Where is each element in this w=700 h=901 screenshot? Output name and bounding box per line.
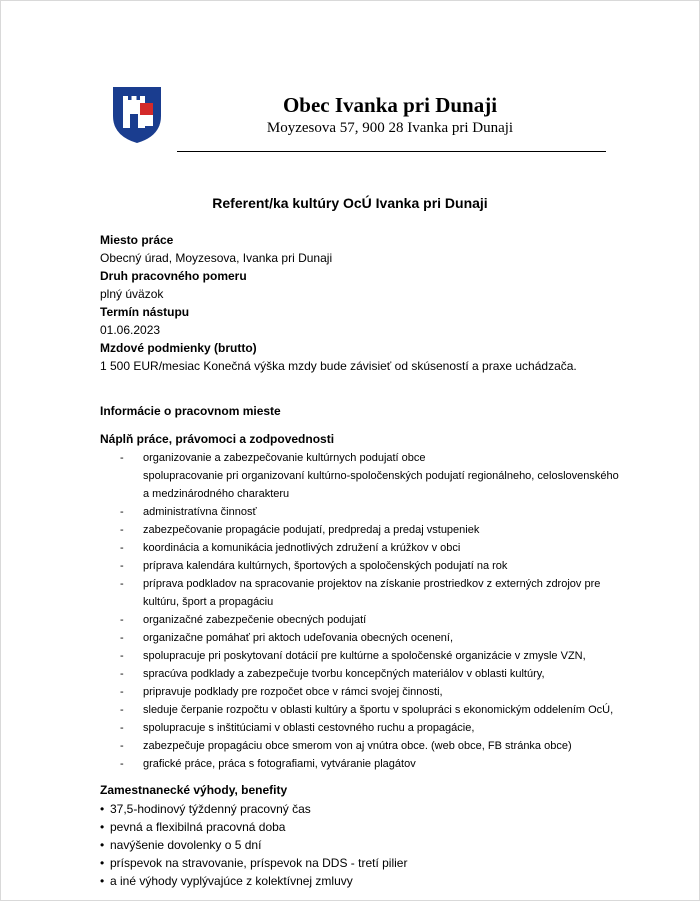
duties-list [100,449,620,773]
list-item: - zabezpečovanie propagácie podujatí, predpredaj a predaj vstupeniek [120,524,480,536]
list-item: • pevná a flexibilná pracovná doba [100,820,286,834]
list-item: - spolupracuje pri poskytovaní dotácií pre kultúrne a spoločenské organizácie v zmysle VZN, [120,650,586,662]
detail-value-employment-type: plný úväzok [100,287,164,301]
header-divider [177,151,606,152]
job-details [100,231,620,890]
list-item: • a iné výhody vyplývajúce z kolektívnej zmluvy [100,874,353,888]
list-item: - pripravuje podklady pre rozpočet obce v rámci svojej činnosti, [120,686,443,698]
list-item: - organizačne pomáhať pri aktoch udeľovania obecných ocenení, [120,632,454,644]
section-heading-info: Informácie o pracovnom mieste [100,404,281,418]
list-item: - administratívna činnosť [120,506,257,518]
detail-label-workplace: Miesto práce [100,233,174,247]
list-item: - príprava podkladov na spracovanie projektov na získanie prostriedkov z externých zdrojov pre kultúru, šport a propagáciu [120,578,601,608]
list-item: - organizovanie a zabezpečovanie kultúrnych podujatí obce [120,452,426,464]
list-item: • príspevok na stravovanie, príspevok na DDS - tretí pilier [100,856,408,870]
org-name: Obec Ivanka pri Dunaji [282,93,498,117]
list-item: - koordinácia a komunikácia jednotlivých združení a krúžkov v obci [120,542,461,554]
benefits-heading: Zamestnanecké výhody, benefity [100,783,288,797]
list-item: - zabezpečuje propagáciu obce smerom von aj vnútra obce. (web obce, FB stránka obce) [120,740,572,752]
detail-label-salary: Mzdové podmienky (brutto) [100,341,257,355]
benefits-list [100,800,620,890]
list-item: - grafické práce, práca s fotografiami, vytváranie plagátov [120,758,416,770]
list-item: - príprava kalendára kultúrnych, športových a spoločenských podujatí na rok [120,560,508,572]
list-item: - sleduje čerpanie rozpočtu v oblasti kultúry a športu v spolupráci s ekonomickým oddelením OcÚ, [120,704,614,716]
list-item: - organizačné zabezpečenie obecných podujatí [120,614,367,626]
list-item: spolupracovanie pri organizovaní kultúrno-spoločenských podujatí regionálneho, celoslovenského a medzinárodného charakteru [143,470,619,500]
org-address: Moyzesova 57, 900 28 Ivanka pri Dunaji [266,120,514,136]
detail-value-workplace: Obecný úrad, Moyzesova, Ivanka pri Dunaji [100,251,333,265]
job-title: Referent/ka kultúry OcÚ Ivanka pri Dunaji [212,195,488,211]
list-item: • navýšenie dovolenky o 5 dní [100,838,262,852]
duties-heading: Náplň práce, právomoci a zodpovednosti [100,432,335,446]
list-item: - spracúva podklady a zabezpečuje tvorbu koncepčných materiálov v oblasti kultúry, [120,668,545,680]
detail-value-start-date: 01.06.2023 [100,323,161,337]
detail-value-salary: 1 500 EUR/mesiac Konečná výška mzdy bude závisieť od skúseností a praxe uchádzača. [100,359,577,373]
detail-label-start-date: Termín nástupu [100,305,190,319]
coat-of-arms-logo [112,86,162,144]
list-item: - spolupracuje s inštitúciami v oblasti cestovného ruchu a propagácie, [120,722,475,734]
list-item: • 37,5-hodinový týždenný pracovný čas [100,802,311,816]
detail-label-employment-type: Druh pracovného pomeru [100,269,247,283]
